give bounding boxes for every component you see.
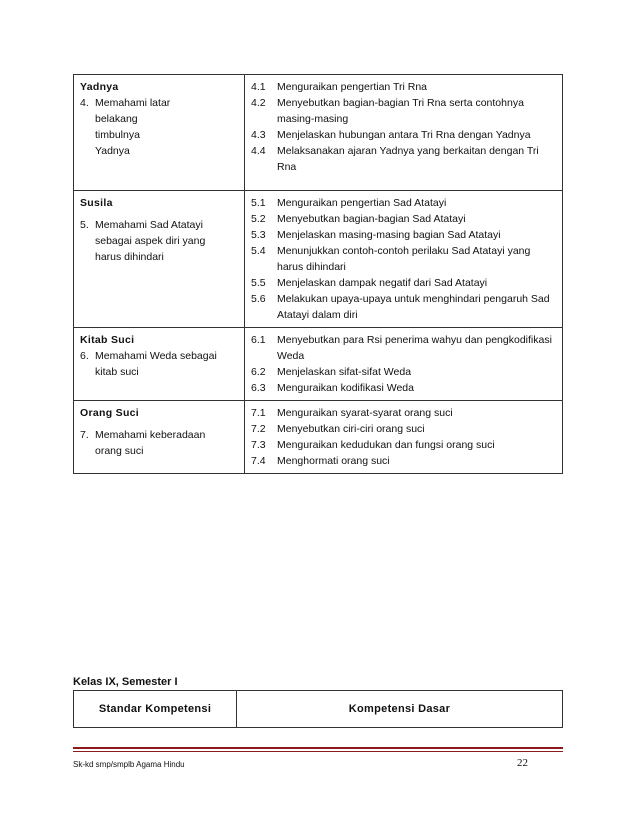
competency-item [251, 79, 558, 95]
standard-item [80, 427, 240, 459]
competency-item [251, 437, 558, 453]
competency-item [251, 405, 558, 421]
competency-text: Menyebutkan para Rsi penerima wahyu dan pengkodifikasi Weda [277, 334, 552, 362]
standard-cell [74, 191, 245, 328]
competency-number: 5.6 [251, 293, 266, 305]
competency-number: 5.1 [251, 197, 266, 209]
competency-item [251, 275, 558, 291]
competency-text: Menjelaskan masing-masing bagian Sad Atatayi [277, 229, 501, 241]
standard-line: Memahami Weda sebagai [95, 350, 217, 362]
competency-text: Menguraikan kedudukan dan fungsi orang suci [277, 439, 495, 451]
competency-table [73, 74, 563, 474]
competency-number: 4.3 [251, 129, 266, 141]
topic-title: Kitab Suci [80, 334, 135, 346]
section-heading: Kelas IX, Semester I [73, 676, 178, 688]
competency-item [251, 211, 558, 227]
table-row [74, 75, 563, 191]
competency-text: Menguraikan pengertian Tri Rna [277, 81, 428, 93]
standard-text [95, 95, 240, 159]
competency-number: 7.2 [251, 423, 266, 435]
table-row [74, 401, 563, 474]
standard-line: Memahami keberadaan [95, 429, 206, 441]
competency-text: Menyebutkan bagian-bagian Sad Atatayi [277, 213, 466, 225]
competency-number: 7.1 [251, 407, 266, 419]
competency-item [251, 95, 558, 127]
standard-number: 6. [80, 350, 89, 362]
competency-text: Menghormati orang suci [277, 455, 390, 467]
competency-text: Menguraikan kodifikasi Weda [277, 382, 414, 394]
footer-divider [73, 747, 563, 749]
competency-number: 5.5 [251, 277, 266, 289]
standard-line: sebagai aspek diri yang [95, 235, 206, 247]
standard-line: orang suci [95, 445, 144, 457]
competency-number: 6.2 [251, 366, 266, 378]
standard-line: Yadnya [95, 145, 130, 157]
basic-competency-cell [245, 401, 563, 474]
standard-line: Memahami latar [95, 97, 171, 109]
standard-cell [74, 328, 245, 401]
standard-line: timbulnya [95, 129, 140, 141]
competency-number: 6.1 [251, 334, 266, 346]
competency-text: Melaksanakan ajaran Yadnya yang berkaitan dengan Tri Rna [277, 145, 539, 173]
topic-title: Susila [80, 197, 113, 209]
competency-item [251, 127, 558, 143]
basic-competency-cell [245, 191, 563, 328]
competency-item [251, 243, 558, 275]
standard-number: 5. [80, 219, 89, 231]
standard-text [95, 348, 240, 380]
header-table [73, 690, 563, 728]
competency-item [251, 380, 558, 396]
competency-number: 5.4 [251, 245, 266, 257]
competency-text: Melakukan upaya-upaya untuk menghindari pengaruh Sad Atatayi dalam diri [277, 293, 550, 321]
table-header-row [74, 691, 563, 728]
column-header-standard: Standar Kompetensi [74, 691, 237, 728]
topic-title: Orang Suci [80, 407, 140, 419]
standard-cell [74, 401, 245, 474]
table-row [74, 328, 563, 401]
competency-number: 4.4 [251, 145, 266, 157]
competency-number: 7.4 [251, 455, 266, 467]
competency-number: 7.3 [251, 439, 266, 451]
column-header-basic-competency: Kompetensi Dasar [237, 691, 563, 728]
topic-title: Yadnya [80, 81, 119, 93]
standard-item [80, 348, 240, 380]
competency-item [251, 364, 558, 380]
basic-competency-cell [245, 75, 563, 191]
competency-item [251, 143, 558, 175]
competency-text: Menguraikan syarat-syarat orang suci [277, 407, 453, 419]
standard-line: harus dihindari [95, 251, 164, 263]
competency-text: Menunjukkan contoh-contoh perilaku Sad Atatayi yang harus dihindari [277, 245, 531, 273]
competency-number: 5.3 [251, 229, 266, 241]
standard-line: Memahami Sad Atatayi [95, 219, 203, 231]
standard-item [80, 95, 240, 159]
footer-document-title: Sk-kd smp/smplb Agama Hindu [73, 760, 185, 769]
table-row [74, 191, 563, 328]
footer-divider-thin [73, 751, 563, 752]
standard-text [95, 427, 240, 459]
standard-number: 7. [80, 429, 89, 441]
standard-line: belakang [95, 113, 138, 125]
competency-text: Menguraikan pengertian Sad Atatayi [277, 197, 447, 209]
competency-number: 6.3 [251, 382, 266, 394]
competency-item [251, 332, 558, 364]
basic-competency-cell [245, 328, 563, 401]
competency-item [251, 195, 558, 211]
competency-item [251, 453, 558, 469]
competency-item [251, 291, 558, 323]
standard-line: kitab suci [95, 366, 139, 378]
competency-item [251, 227, 558, 243]
competency-text: Menjelaskan dampak negatif dari Sad Atatayi [277, 277, 488, 289]
competency-text: Menjelaskan sifat-sifat Weda [277, 366, 412, 378]
competency-number: 5.2 [251, 213, 266, 225]
standard-number: 4. [80, 97, 89, 109]
standard-text [95, 217, 240, 265]
competency-number: 4.1 [251, 81, 266, 93]
standard-item [80, 217, 240, 265]
competency-number: 4.2 [251, 97, 266, 109]
competency-text: Menjelaskan hubungan antara Tri Rna dengan Yadnya [277, 129, 531, 141]
competency-text: Menyebutkan ciri-ciri orang suci [277, 423, 425, 435]
competency-text: Menyebutkan bagian-bagian Tri Rna serta contohnya masing-masing [277, 97, 524, 125]
standard-cell [74, 75, 245, 191]
competency-item [251, 421, 558, 437]
page-number: 22 [517, 757, 528, 769]
